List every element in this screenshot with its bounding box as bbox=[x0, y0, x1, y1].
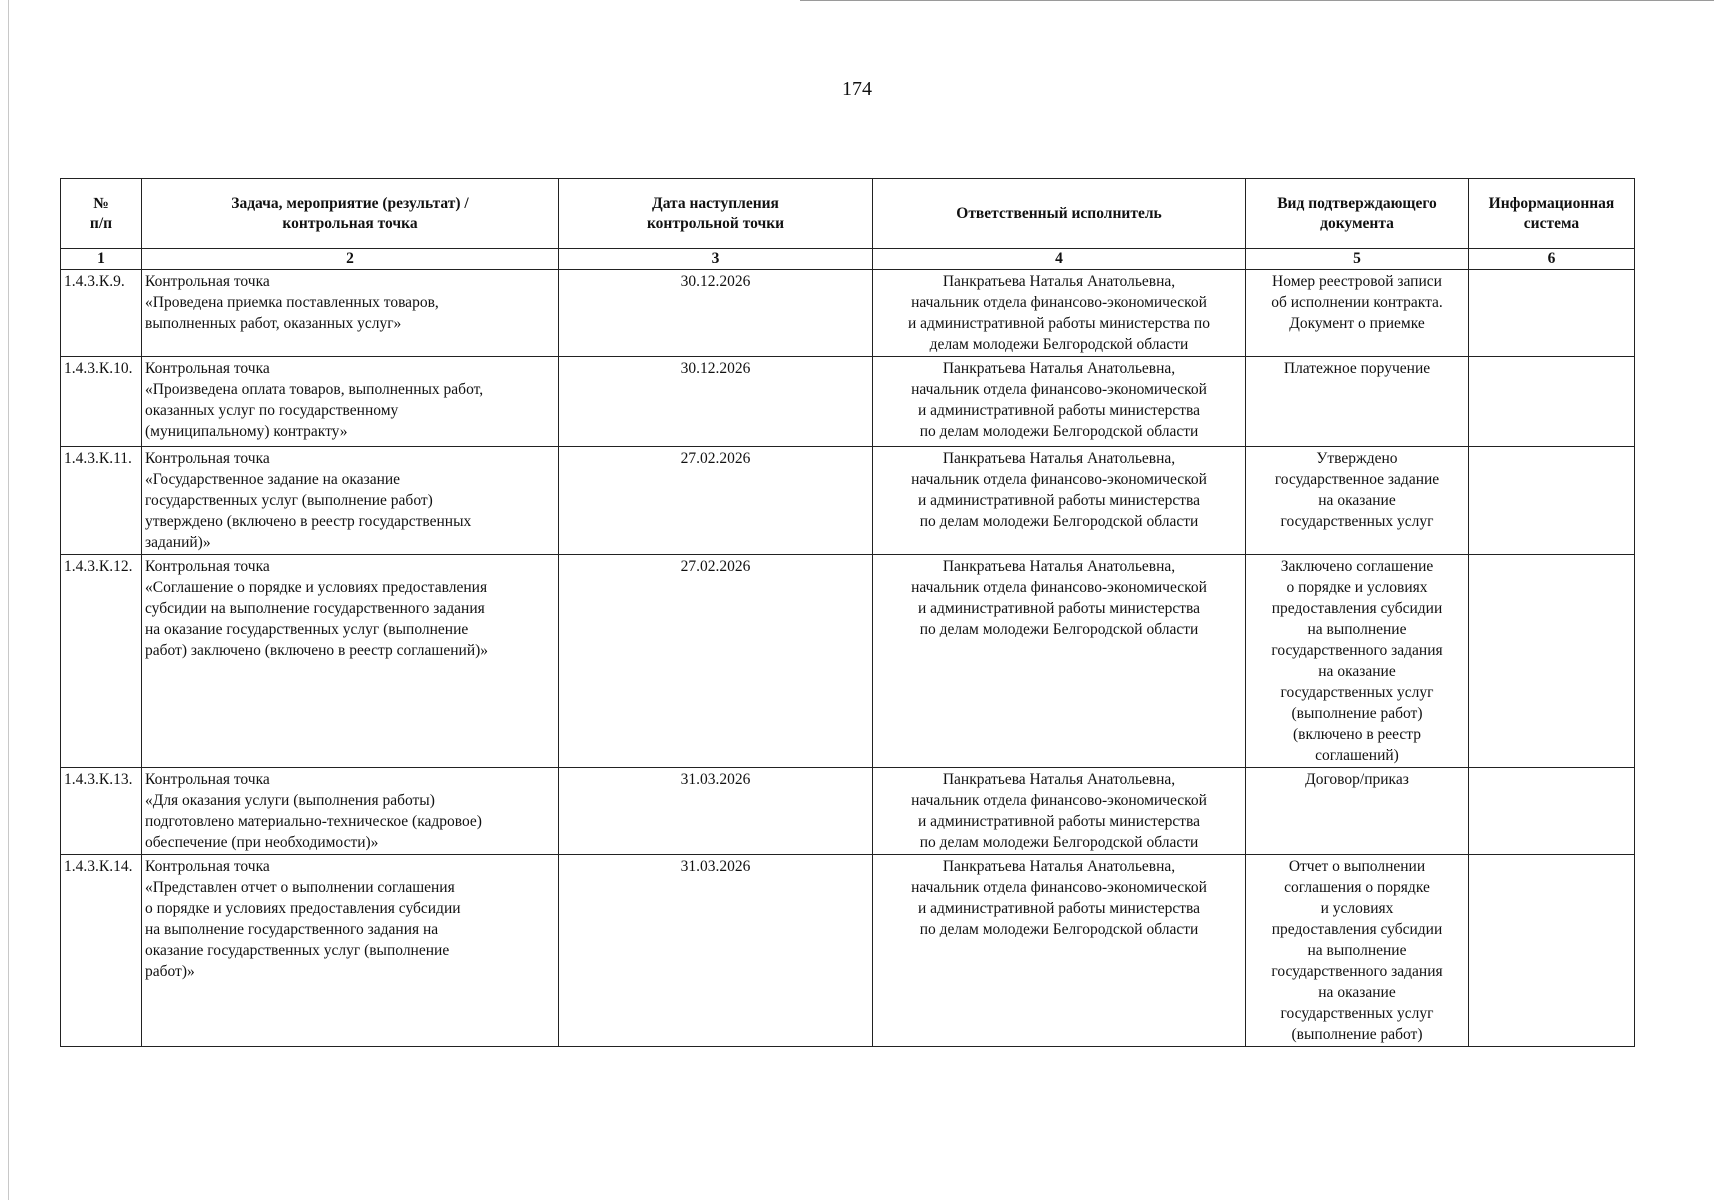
task-cell bbox=[142, 855, 559, 1047]
responsible-cell-line: по делам молодежи Белгородской области bbox=[919, 423, 1199, 440]
row-number: 1.4.3.К.14. bbox=[61, 855, 142, 1047]
document-cell-line: на оказание bbox=[1318, 984, 1396, 1001]
row-number: 1.4.3.К.13. bbox=[61, 768, 142, 855]
column-number-row bbox=[61, 249, 1635, 270]
document-cell-line: предоставления субсидии bbox=[1271, 600, 1443, 617]
responsible-cell-line: по делам молодежи Белгородской области bbox=[919, 621, 1199, 638]
system-cell bbox=[1469, 270, 1635, 357]
task-cell-line: «Произведена оплата товаров, выполненных работ, bbox=[145, 381, 484, 398]
task-cell-line: подготовлено материально-техническое (кадровое) bbox=[145, 813, 482, 830]
task-cell-line: работ) заключено (включено в реестр соглашений)» bbox=[145, 642, 489, 659]
responsible-cell-line: и административной работы министерства по bbox=[908, 315, 1210, 332]
column-number: 1 bbox=[61, 249, 142, 270]
responsible-cell bbox=[873, 855, 1246, 1047]
responsible-cell-line: и административной работы министерства bbox=[917, 402, 1201, 419]
responsible-cell bbox=[873, 270, 1246, 357]
document-cell bbox=[1246, 555, 1469, 768]
document-cell-line: о порядке и условиях bbox=[1286, 579, 1428, 596]
document-cell-line: (выполнение работ) bbox=[1291, 705, 1423, 722]
header-task bbox=[142, 179, 559, 249]
header-date bbox=[559, 179, 873, 249]
responsible-cell-line: по делам молодежи Белгородской области bbox=[919, 834, 1199, 851]
responsible-cell-line: начальник отдела финансово-экономической bbox=[911, 579, 1207, 596]
header-line: п/п bbox=[89, 214, 113, 232]
task-cell-line: субсидии на выполнение государственного задания bbox=[145, 600, 485, 617]
document-cell bbox=[1246, 270, 1469, 357]
document-cell-line: государственное задание bbox=[1274, 471, 1440, 488]
header-line: Информационная bbox=[1488, 194, 1615, 212]
responsible-cell-line: делам молодежи Белгородской области bbox=[929, 336, 1189, 353]
header-line: контрольной точки bbox=[646, 214, 785, 232]
date-cell: 30.12.2026 bbox=[559, 270, 873, 357]
document-cell-line: Номер реестровой записи bbox=[1272, 273, 1442, 290]
document-cell-line: предоставления субсидии bbox=[1271, 921, 1443, 938]
task-cell-line: «Соглашение о порядке и условиях предоставления bbox=[145, 579, 488, 596]
responsible-cell-line: начальник отдела финансово-экономической bbox=[911, 381, 1207, 398]
column-number: 4 bbox=[873, 249, 1246, 270]
task-cell bbox=[142, 357, 559, 447]
row-number: 1.4.3.К.11. bbox=[61, 447, 142, 555]
task-cell-line: на оказание государственных услуг (выполнение bbox=[145, 621, 469, 638]
page-number: 174 bbox=[842, 78, 872, 100]
document-cell-line: государственного задания bbox=[1271, 642, 1443, 659]
header-line: контрольная точка bbox=[282, 214, 418, 232]
responsible-cell-line: Панкратьева Наталья Анатольевна, bbox=[942, 558, 1176, 575]
responsible-cell bbox=[873, 447, 1246, 555]
task-cell-line: Контрольная точка bbox=[145, 273, 270, 290]
document-cell-line: (выполнение работ) bbox=[1291, 1026, 1423, 1043]
responsible-cell-line: начальник отдела финансово-экономической bbox=[911, 792, 1207, 809]
document-cell-line: Платежное поручение bbox=[1283, 360, 1431, 377]
column-number: 2 bbox=[142, 249, 559, 270]
document-cell-line: (включено в реестр bbox=[1292, 726, 1421, 743]
system-cell bbox=[1469, 768, 1635, 855]
header-line: Задача, мероприятие (результат) / bbox=[231, 194, 469, 212]
responsible-cell-line: Панкратьева Наталья Анатольевна, bbox=[942, 450, 1176, 467]
column-number: 5 bbox=[1246, 249, 1469, 270]
system-cell bbox=[1469, 357, 1635, 447]
document-cell-line: Договор/приказ bbox=[1305, 771, 1409, 788]
document-cell bbox=[1246, 855, 1469, 1047]
table-row bbox=[61, 768, 1635, 855]
table-row bbox=[61, 357, 1635, 447]
responsible-cell-line: Панкратьева Наталья Анатольевна, bbox=[942, 858, 1176, 875]
task-cell-line: обеспечение (при необходимости)» bbox=[145, 834, 379, 851]
date-cell: 30.12.2026 bbox=[559, 357, 873, 447]
responsible-cell-line: начальник отдела финансово-экономической bbox=[911, 879, 1207, 896]
document-cell-line: Заключено соглашение bbox=[1280, 558, 1434, 575]
header-system bbox=[1469, 179, 1635, 249]
document-cell-line: об исполнении контракта. bbox=[1271, 294, 1443, 311]
table-row bbox=[61, 555, 1635, 768]
table-row bbox=[61, 270, 1635, 357]
header-row bbox=[61, 179, 1635, 249]
header-line: Ответственный исполнитель bbox=[956, 204, 1162, 222]
header-line: № bbox=[93, 194, 109, 212]
task-cell-line: «Для оказания услуги (выполнения работы) bbox=[145, 792, 435, 809]
responsible-cell-line: по делам молодежи Белгородской области bbox=[919, 513, 1199, 530]
header-responsible bbox=[873, 179, 1246, 249]
responsible-cell-line: Панкратьева Наталья Анатольевна, bbox=[942, 771, 1176, 788]
task-cell-line: оказанных услуг по государственному bbox=[145, 402, 399, 419]
task-cell bbox=[142, 555, 559, 768]
table-row bbox=[61, 447, 1635, 555]
date-cell: 31.03.2026 bbox=[559, 855, 873, 1047]
task-cell-line: (муниципальному) контракту» bbox=[145, 423, 348, 440]
task-cell-line: «Проведена приемка поставленных товаров, bbox=[145, 294, 439, 311]
task-cell-line: оказание государственных услуг (выполнение bbox=[145, 942, 450, 959]
document-cell-line: государственных услуг bbox=[1280, 1005, 1434, 1022]
task-cell-line: работ)» bbox=[145, 963, 195, 980]
task-cell-line: Контрольная точка bbox=[145, 360, 270, 377]
document-cell-line: на выполнение bbox=[1307, 942, 1407, 959]
responsible-cell-line: по делам молодежи Белгородской области bbox=[919, 921, 1199, 938]
document-cell-line: соглашений) bbox=[1315, 747, 1399, 764]
task-cell-line: Контрольная точка bbox=[145, 858, 270, 875]
table-body bbox=[61, 270, 1635, 1047]
responsible-cell-line: начальник отдела финансово-экономической bbox=[911, 471, 1207, 488]
system-cell bbox=[1469, 447, 1635, 555]
row-number: 1.4.3.К.12. bbox=[61, 555, 142, 768]
responsible-cell-line: и административной работы министерства bbox=[917, 492, 1201, 509]
responsible-cell-line: начальник отдела финансово-экономической bbox=[911, 294, 1207, 311]
scan-top-rule bbox=[800, 0, 1714, 1]
column-number: 6 bbox=[1469, 249, 1635, 270]
system-cell bbox=[1469, 555, 1635, 768]
date-cell: 31.03.2026 bbox=[559, 768, 873, 855]
task-cell-line: выполненных работ, оказанных услуг» bbox=[145, 315, 402, 332]
row-number: 1.4.3.К.10. bbox=[61, 357, 142, 447]
task-cell-line: государственных услуг (выполнение работ) bbox=[145, 492, 433, 509]
document-cell-line: на оказание bbox=[1318, 492, 1396, 509]
document-cell-line: государственных услуг bbox=[1280, 684, 1434, 701]
header-line: Вид подтверждающего bbox=[1277, 194, 1437, 212]
task-cell-line: Контрольная точка bbox=[145, 558, 270, 575]
document-cell-line: государственных услуг bbox=[1280, 513, 1434, 530]
date-cell: 27.02.2026 bbox=[559, 447, 873, 555]
task-cell-line: Контрольная точка bbox=[145, 450, 270, 467]
responsible-cell-line: и административной работы министерства bbox=[917, 813, 1201, 830]
row-number: 1.4.3.К.9. bbox=[61, 270, 142, 357]
task-cell-line: о порядке и условиях предоставления субсидии bbox=[145, 900, 461, 917]
header-document bbox=[1246, 179, 1469, 249]
task-cell-line: «Государственное задание на оказание bbox=[145, 471, 401, 488]
responsible-cell bbox=[873, 555, 1246, 768]
document-cell-line: Отчет о выполнении bbox=[1288, 858, 1426, 875]
header-line: система bbox=[1523, 214, 1580, 232]
header-line: Дата наступления bbox=[652, 194, 779, 212]
task-cell-line: заданий)» bbox=[145, 534, 211, 551]
responsible-cell-line: и административной работы министерства bbox=[917, 900, 1201, 917]
header-line: документа bbox=[1320, 214, 1394, 232]
responsible-cell bbox=[873, 357, 1246, 447]
task-cell bbox=[142, 768, 559, 855]
responsible-cell bbox=[873, 768, 1246, 855]
document-cell bbox=[1246, 357, 1469, 447]
task-cell-line: на выполнение государственного задания на bbox=[145, 921, 439, 938]
document-cell bbox=[1246, 447, 1469, 555]
task-cell-line: утверждено (включено в реестр государственных bbox=[145, 513, 472, 530]
date-cell: 27.02.2026 bbox=[559, 555, 873, 768]
task-cell-line: Контрольная точка bbox=[145, 771, 270, 788]
responsible-cell-line: и административной работы министерства bbox=[917, 600, 1201, 617]
document-cell-line: на оказание bbox=[1318, 663, 1396, 680]
table-row bbox=[61, 855, 1635, 1047]
task-cell-line: «Представлен отчет о выполнении соглашения bbox=[145, 879, 455, 896]
column-number: 3 bbox=[559, 249, 873, 270]
document-cell-line: Утверждено bbox=[1316, 450, 1398, 467]
task-cell bbox=[142, 447, 559, 555]
document-cell-line: соглашения о порядке bbox=[1284, 879, 1430, 896]
responsible-cell-line: Панкратьева Наталья Анатольевна, bbox=[942, 360, 1176, 377]
control-points-table bbox=[60, 178, 1635, 1047]
document-cell-line: Документ о приемке bbox=[1289, 315, 1425, 332]
system-cell bbox=[1469, 855, 1635, 1047]
header-num bbox=[61, 179, 142, 249]
document-cell-line: на выполнение bbox=[1307, 621, 1407, 638]
document-cell-line: и условиях bbox=[1320, 900, 1394, 917]
task-cell bbox=[142, 270, 559, 357]
document-cell-line: государственного задания bbox=[1271, 963, 1443, 980]
scan-left-edge bbox=[8, 0, 9, 1200]
document-cell bbox=[1246, 768, 1469, 855]
responsible-cell-line: Панкратьева Наталья Анатольевна, bbox=[942, 273, 1176, 290]
